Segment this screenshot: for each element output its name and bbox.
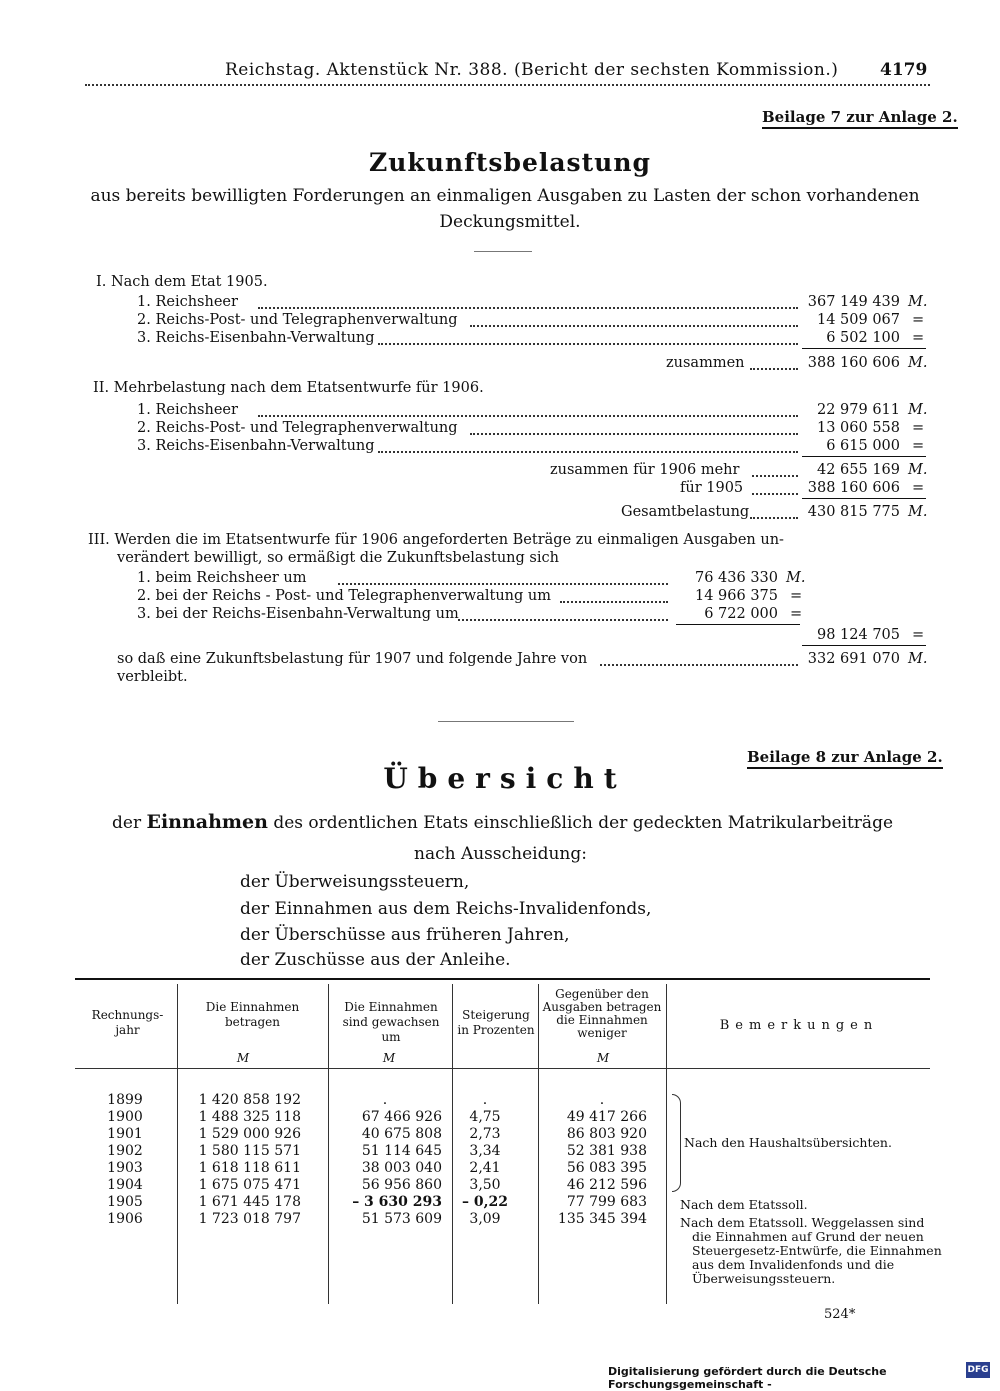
part2-grand-unit: M. (908, 504, 928, 520)
cell-growth: 56 956 860 (361, 1177, 442, 1193)
digitization-note: Digitalisierung gefördert durch die Deutsche Forschungsgemeinschaft - (608, 1365, 887, 1391)
cell-year: 1900 (107, 1109, 143, 1125)
part1-item3-unit: = (912, 330, 925, 346)
cell-pct: 3,09 (469, 1211, 501, 1227)
table-col-divider (177, 984, 178, 1304)
part3-item3-unit: = (790, 606, 803, 622)
running-title: Reichstag. Aktenstück Nr. 388. (Bericht der sechsten Kommission.) (225, 60, 839, 80)
part3-sum-value: 98 124 705 (816, 627, 900, 643)
subtitle-post: des ordentlichen Etats einschließlich der gedeckten Matrikularbeiträge (273, 813, 894, 833)
sum-rule (802, 348, 926, 349)
part1-total-value: 388 160 606 (807, 355, 900, 371)
cell-income: 1 529 000 926 (198, 1126, 301, 1142)
cell-pct: . (482, 1092, 488, 1108)
list-item: der Überschüsse aus früheren Jahren, (240, 925, 570, 945)
header-year: Rechnungs- jahr (91, 1008, 164, 1037)
section2-line2: nach Ausscheidung: (414, 844, 587, 864)
part2-sum2-unit: = (912, 480, 925, 496)
part3-item1-unit: M. (786, 570, 806, 586)
leader-dots (338, 583, 668, 585)
section1-subtitle-line1: aus bereits bewilligten Forderungen an einmaligen Ausgaben zu Lasten der schon vorhandenen (90, 186, 920, 206)
part1-total-unit: M. (908, 355, 928, 371)
cell-growth: 67 466 926 (361, 1109, 442, 1125)
part2-heading: II. Mehrbelastung nach dem Etatsentwurfe für 1906. (93, 380, 484, 396)
part3-item2-label: 2. bei der Reichs - Post- und Telegraphenverwaltung um (137, 588, 551, 604)
cell-less: 135 345 394 (557, 1211, 647, 1227)
sum-rule (676, 624, 800, 625)
cell-income: 1 723 018 797 (198, 1211, 301, 1227)
part2-item1-unit: M. (908, 402, 928, 418)
part3-item3-value: 6 722 000 (704, 606, 778, 622)
cell-less: 77 799 683 (566, 1194, 647, 1210)
subtitle-bold: Einnahmen (146, 811, 268, 833)
cell-less: 46 212 596 (566, 1177, 647, 1193)
cell-less: 56 083 395 (566, 1160, 647, 1176)
part2-sum2-value: 388 160 606 (807, 480, 900, 496)
remark-1906-line5: Überweisungssteuern. (692, 1271, 836, 1286)
leader-dots (378, 343, 798, 345)
list-item: der Einnahmen aus dem Reichs-Invalidenfonds, (240, 899, 652, 919)
part1-item2-unit: = (912, 312, 925, 328)
list-item: der Zuschüsse aus der Anleihe. (240, 950, 511, 970)
part2-item3-label: 3. Reichs-Eisenbahn-Verwaltung (137, 438, 375, 454)
part3-text-line2: verändert bewilligt, so ermäßigt die Zukunftsbelastung sich (117, 550, 559, 566)
part2-item3-value: 6 615 000 (826, 438, 900, 454)
section1-subtitle-line2: Deckungsmittel. (439, 212, 581, 232)
part1-item1-value: 367 149 439 (807, 294, 900, 310)
part3-sum-unit: = (912, 627, 925, 643)
dfg-logo: DFG (966, 1362, 990, 1378)
sum-rule (802, 456, 926, 457)
part1-total-label: zusammen (666, 355, 745, 371)
cell-income: 1 618 118 611 (198, 1160, 301, 1176)
sum-rule (802, 645, 926, 646)
header-rule (85, 84, 930, 86)
part3-final-line2: verbleibt. (117, 669, 188, 685)
leader-dots (600, 664, 798, 666)
cell-less: 86 803 920 (566, 1126, 647, 1142)
cell-year: 1904 (107, 1177, 143, 1193)
part2-sum1-label: zusammen für 1906 mehr (550, 462, 740, 478)
cell-pct: 2,41 (469, 1160, 501, 1176)
part2-item2-label: 2. Reichs-Post- und Telegraphenverwaltung (137, 420, 458, 436)
part2-item1-label: 1. Reichsheer (137, 402, 238, 418)
part3-text-line1: III. Werden die im Etatsentwurfe für 1906 angeforderten Beträge zu einmaligen Ausgaben un- (88, 532, 784, 548)
table-top-rule (75, 978, 930, 980)
leader-dots (258, 307, 798, 309)
part1-item1-unit: M. (908, 294, 928, 310)
section1-title: Zukunftsbelastung (368, 148, 651, 177)
header-remarks: Bemerkungen (719, 1018, 879, 1033)
cell-less: . (599, 1092, 605, 1108)
section-divider (438, 721, 574, 722)
leader-dots (560, 601, 668, 603)
cell-income: 1 675 075 471 (198, 1177, 301, 1193)
unit-growth: M (382, 1051, 396, 1065)
curly-brace (672, 1094, 681, 1192)
beilage-8-label: Beilage 8 zur Anlage 2. (747, 748, 943, 769)
part2-sum2-label: für 1905 (680, 480, 744, 496)
part1-item2-value: 14 509 067 (816, 312, 900, 328)
leader-dots (470, 325, 798, 327)
cell-income: 1 420 858 192 (198, 1092, 301, 1108)
beilage-7-label: Beilage 7 zur Anlage 2. (762, 108, 958, 129)
cell-growth: 51 114 645 (361, 1143, 442, 1159)
part3-item2-value: 14 966 375 (694, 588, 778, 604)
leader-dots (258, 415, 798, 417)
remark-1906-line2: die Einnahmen auf Grund der neuen (692, 1229, 924, 1244)
part2-item2-unit: = (912, 420, 925, 436)
header-growth: Die Einnahmen sind gewachsen um (342, 1000, 440, 1044)
unit-income: M (236, 1051, 250, 1065)
part2-sum1-value: 42 655 169 (816, 462, 900, 478)
part1-item1-label: 1. Reichsheer (137, 294, 238, 310)
part3-item3-label: 3. bei der Reichs-Eisenbahn-Verwaltung um (137, 606, 459, 622)
cell-income: 1 580 115 571 (198, 1143, 301, 1159)
remark-haushalt: Nach den Haushaltsübersichten. (684, 1135, 892, 1150)
cell-pct: 3,34 (469, 1143, 501, 1159)
part2-grand-value: 430 815 775 (807, 504, 900, 520)
table-col-divider (666, 984, 667, 1304)
cell-pct: 3,50 (469, 1177, 501, 1193)
list-item: der Überweisungssteuern, (240, 872, 470, 892)
subtitle-pre: der (112, 813, 142, 833)
part3-final-value: 332 691 070 (807, 651, 900, 667)
unit-less: M (596, 1051, 610, 1065)
cell-pct: 2,73 (469, 1126, 501, 1142)
part3-final-line1: so daß eine Zukunftsbelastung für 1907 und folgende Jahre von (117, 651, 588, 667)
cell-less: 49 417 266 (566, 1109, 647, 1125)
cell-growth: – 3 630 293 (352, 1194, 442, 1210)
sum-rule (802, 498, 926, 499)
header-income: Die Einnahmen betragen (205, 1000, 300, 1029)
part2-item3-unit: = (912, 438, 925, 454)
leader-dots (378, 451, 798, 453)
cell-growth: 40 675 808 (361, 1126, 442, 1142)
part1-item3-value: 6 502 100 (826, 330, 900, 346)
section2-title: Übersicht (383, 762, 627, 795)
part3-item1-value: 76 436 330 (694, 570, 778, 586)
part2-sum1-unit: M. (908, 462, 928, 478)
cell-growth: 38 003 040 (361, 1160, 442, 1176)
part3-item1-label: 1. beim Reichsheer um (137, 570, 307, 586)
cell-growth: 51 573 609 (361, 1211, 442, 1227)
leader-dots (458, 619, 668, 621)
table-col-divider (452, 984, 453, 1304)
remark-1906-line4: aus dem Invalidenfonds und die (692, 1257, 895, 1272)
remark-1905: Nach dem Etatssoll. (680, 1197, 808, 1212)
part2-grand-label: Gesamtbelastung (621, 504, 750, 520)
part3-final-unit: M. (908, 651, 928, 667)
sheet-signature: 524* (824, 1307, 856, 1322)
cell-less: 52 381 938 (566, 1143, 647, 1159)
cell-year: 1903 (107, 1160, 143, 1176)
section2-subtitle (112, 811, 893, 833)
short-divider (474, 251, 532, 252)
cell-year: 1905 (107, 1194, 143, 1210)
part2-item2-value: 13 060 558 (816, 420, 900, 436)
remark-1906-line1: Nach dem Etatssoll. Weggelassen sind (680, 1215, 925, 1230)
table-header-rule (75, 1068, 930, 1069)
cell-growth: . (382, 1092, 388, 1108)
cell-income: 1 671 445 178 (198, 1194, 301, 1210)
part3-item2-unit: = (790, 588, 803, 604)
remark-1906-line3: Steuergesetz-Entwürfe, die Einnahmen (692, 1243, 942, 1258)
table-col-divider (328, 984, 329, 1304)
cell-pct: – 0,22 (462, 1194, 508, 1210)
cell-year: 1899 (107, 1092, 143, 1108)
cell-year: 1906 (107, 1211, 143, 1227)
part1-item3-label: 3. Reichs-Eisenbahn-Verwaltung (137, 330, 375, 346)
cell-income: 1 488 325 118 (198, 1109, 301, 1125)
cell-year: 1902 (107, 1143, 143, 1159)
part1-heading: I. Nach dem Etat 1905. (96, 274, 268, 290)
leader-dots (470, 433, 798, 435)
cell-year: 1901 (107, 1126, 143, 1142)
header-pct: Steigerung in Prozenten (457, 1008, 535, 1037)
header-less: Gegenüber den Ausgaben betragen die Einnahmen weniger (542, 987, 662, 1040)
part1-item2-label: 2. Reichs-Post- und Telegraphenverwaltung (137, 312, 458, 328)
page-number: 4179 (880, 60, 928, 80)
part2-item1-value: 22 979 611 (816, 402, 900, 418)
cell-pct: 4,75 (469, 1109, 501, 1125)
